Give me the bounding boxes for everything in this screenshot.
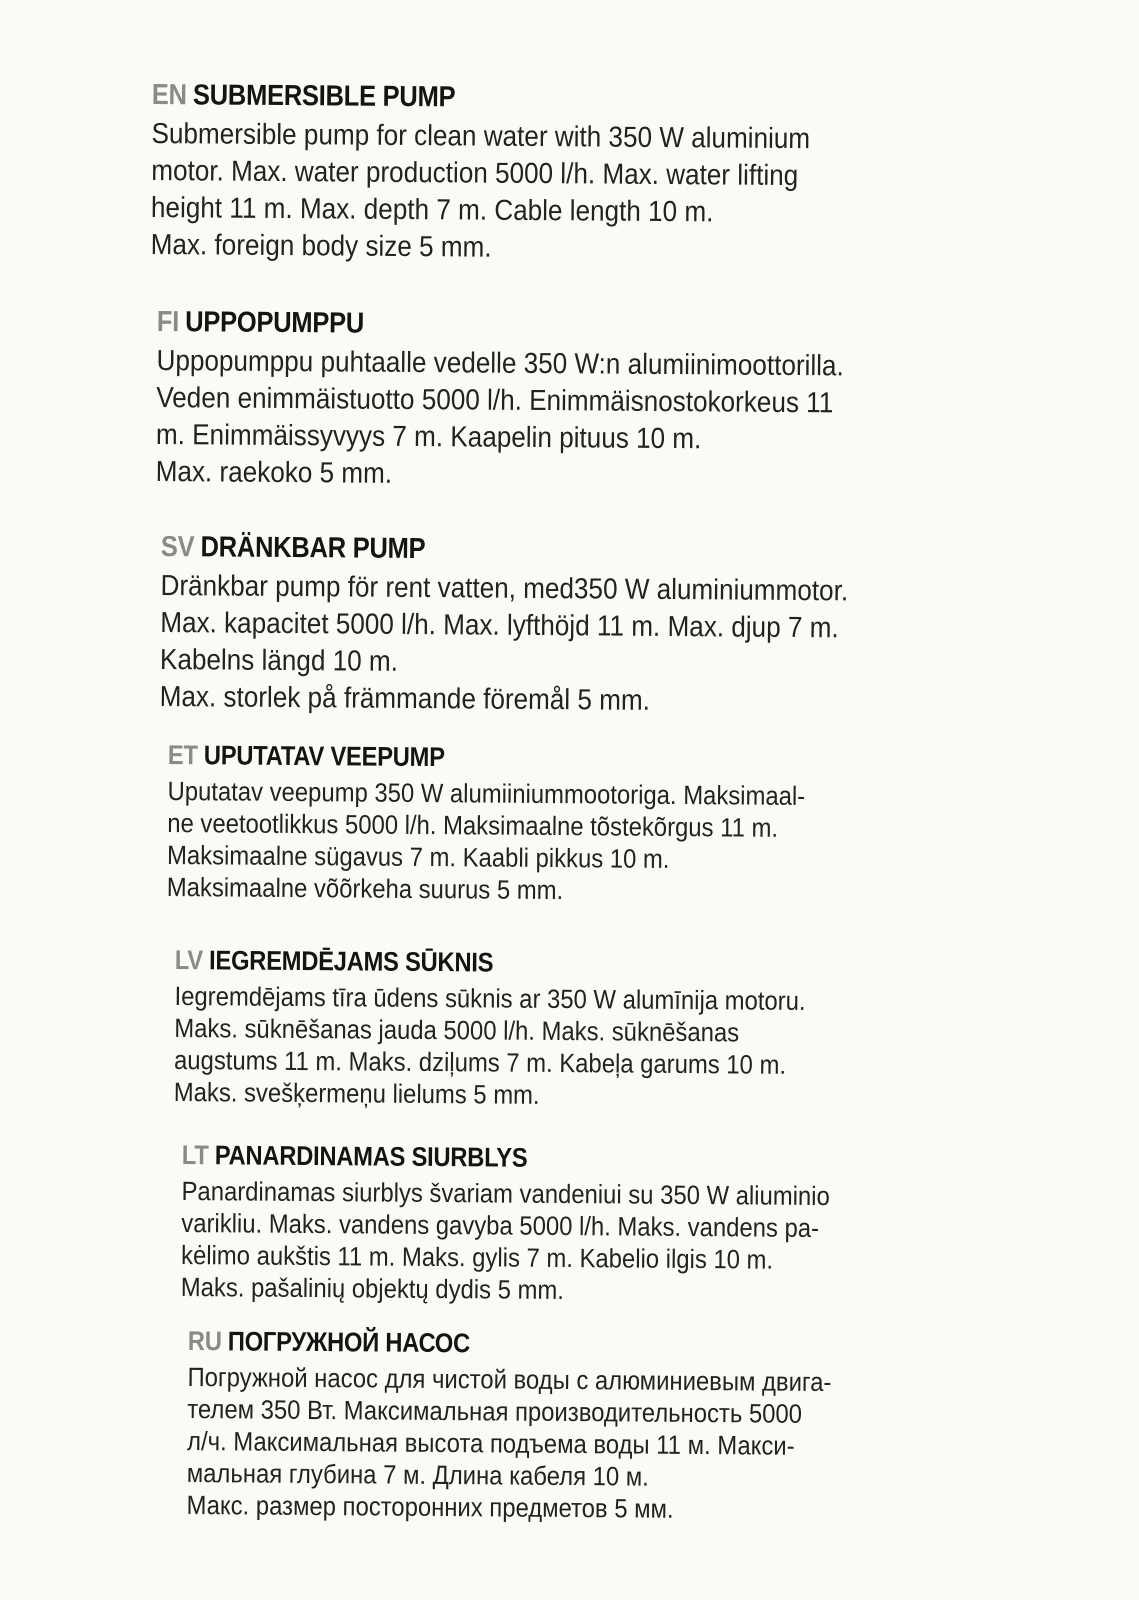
section-et (167, 740, 1008, 910)
section-title: ПОГРУЖНОЙ НАСОС (227, 1326, 471, 1359)
description-line: Макс. размер посторонних предметов 5 мм. (186, 1489, 674, 1524)
description-line: motor. Max. water production 5000 l/h. Max. water lifting (151, 154, 799, 193)
section-heading (182, 1140, 921, 1177)
section-title: IEGREMDĒJAMS SŪKNIS (209, 945, 494, 978)
section-en (151, 78, 992, 271)
description-line: augstums 11 m. Maks. dziļums 7 m. Kabeļa garums 10 m. (173, 1044, 787, 1080)
section-heading (188, 1326, 927, 1363)
section-sv (160, 530, 1001, 723)
description-line: Maks. svešķermeņu lielums 5 mm. (173, 1076, 540, 1110)
description-line: Uputatav veepump 350 W alumiiniummootoriga. Maksimaal- (167, 775, 806, 812)
description-line: Погружной насос для чистой воды с алюминиевым двига- (187, 1361, 832, 1398)
language-code: ET (167, 740, 198, 771)
language-code: LT (181, 1140, 209, 1171)
section-ru (186, 1326, 1028, 1528)
description-line: varikliu. Maks. vandens gavyba 5000 l/h. Maks. vandens pa- (181, 1207, 820, 1244)
description-line: Maks. sūknēšanas jauda 5000 l/h. Maks. sūknēšanas (174, 1012, 740, 1048)
section-heading (161, 530, 900, 570)
section-heading (152, 78, 891, 118)
section-title: PANARDINAMAS SIURBLYS (214, 1140, 528, 1173)
description-line: Max. storlek på främmande föremål 5 mm. (159, 680, 651, 717)
description-line: height 11 m. Max. depth 7 m. Cable length 10 m. (150, 191, 714, 229)
description-line: мальная глубина 7 м. Длина кабеля 10 м. (186, 1457, 649, 1492)
section-title: SUBMERSIBLE PUMP (192, 79, 456, 114)
description-line: Maks. pašalinių objektų dydis 5 mm. (180, 1271, 565, 1306)
description-line: Maksimaalne võõrkeha suurus 5 mm. (166, 871, 564, 906)
language-code: RU (187, 1326, 222, 1357)
description-line: Max. raekoko 5 mm. (155, 455, 393, 490)
description-line: Dränkbar pump för rent vatten, med350 W aluminiummotor. (160, 569, 849, 608)
description-line: Max. foreign body size 5 mm. (150, 228, 492, 264)
description-line: Maksimaalne sügavus 7 m. Kaabli pikkus 10 m. (166, 839, 670, 874)
section-heading (157, 305, 896, 345)
description-line: Kabelns längd 10 m. (159, 643, 399, 678)
section-title: UPPOPUMPPU (185, 306, 365, 340)
language-code: LV (174, 945, 204, 976)
description-line: Uppopumppu puhtaalle vedelle 350 W:n alumiinimoottorilla. (156, 344, 844, 383)
description-line: Panardinamas siurblys švariam vandeniui su 350 W aliuminio (181, 1175, 830, 1212)
section-lv (174, 945, 1015, 1115)
section-heading (168, 740, 907, 777)
section-fi (156, 305, 997, 498)
language-code: FI (156, 305, 180, 339)
description-line: m. Enimmäissyvyys 7 m. Kaapelin pituus 10 m. (155, 418, 702, 456)
description-line: ne veetootlikkus 5000 l/h. Maksimaalne tõstekõrgus 11 m. (167, 807, 779, 843)
description-line: Submersible pump for clean water with 350 W aluminium (151, 117, 811, 156)
language-code: EN (151, 78, 187, 112)
description-line: телем 350 Вт. Максимальная производительность 5000 (187, 1393, 803, 1429)
section-heading (175, 945, 914, 982)
section-title: DRÄNKBAR PUMP (200, 531, 426, 566)
section-title: UPUTATAV VEEPUMP (203, 740, 445, 773)
description-line: kėlimo aukštis 11 m. Maks. gylis 7 m. Kabelio ilgis 10 m. (180, 1239, 774, 1275)
description-line: л/ч. Максимальная высота подъема воды 11 м. Макси- (186, 1425, 795, 1461)
section-lt (181, 1140, 1022, 1310)
language-code: SV (160, 530, 195, 564)
description-line: Max. kapacitet 5000 l/h. Max. lyfthöjd 11 m. Max. djup 7 m. (160, 606, 839, 645)
description-line: Veden enimmäistuotto 5000 l/h. Enimmäisnostokorkeus 11 (156, 381, 834, 420)
description-line: Iegremdējams tīra ūdens sūknis ar 350 W alumīnija motoru. (174, 980, 806, 1016)
